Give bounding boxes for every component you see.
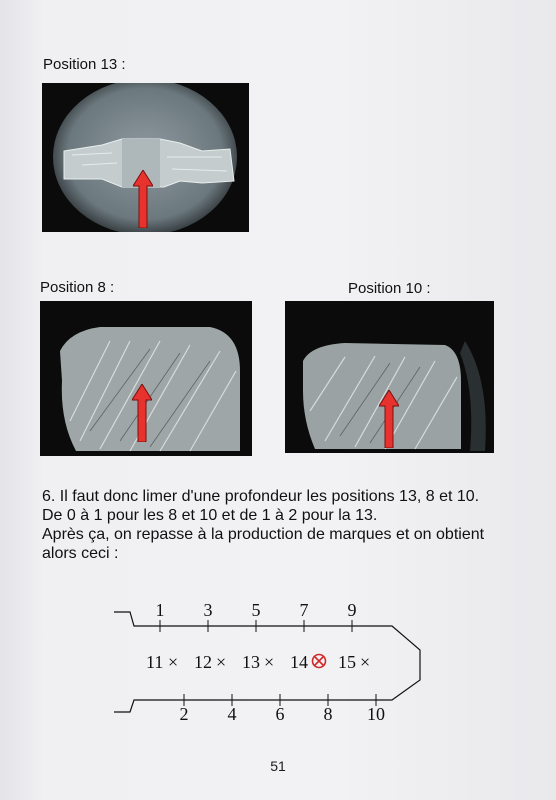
cross-mark: × [168,652,179,672]
bottom-tick-label: 2 [179,704,189,724]
caption-position-10: Position 10 : [348,280,431,297]
caption-position-13: Position 13 : [43,56,126,73]
top-tick-label: 7 [299,600,309,620]
mark-label: 12 [194,652,212,672]
bottom-tick-label: 4 [227,704,237,724]
instruction-line-1: 6. Il faut donc limer d'une profondeur les positions 13, 8 et 10. [42,488,480,505]
instruction-line-2: De 0 à 1 pour les 8 et 10 et de 1 à 2 pour la 13. [42,507,378,524]
red-arrow-icon [133,170,153,228]
top-tick-label: 3 [203,600,213,620]
caption-position-8: Position 8 : [40,279,115,296]
mark-label: 15 [338,652,356,672]
mark-label: 11 [146,652,164,672]
bottom-tick-label: 10 [367,704,385,724]
mark-label: 13 [242,652,260,672]
page-number: 51 [270,758,286,774]
key-diagram-svg [112,596,432,726]
top-tick-label: 1 [155,600,165,620]
red-arrow-icon [379,390,399,448]
instruction-text [42,487,512,563]
top-tick-label: 9 [347,600,357,620]
instruction-line-3: Après ça, on repasse à la production de marques et on obtient alors ceci : [42,526,485,562]
key-diagram [112,596,432,726]
cross-mark: × [216,652,227,672]
bottom-tick-label: 6 [275,704,285,724]
bottom-tick-label: 8 [323,704,333,724]
cross-mark: × [360,652,371,672]
red-arrow-icon [132,384,152,442]
top-tick-label: 5 [251,600,261,620]
mark-label: 14 [290,652,308,672]
cross-mark: × [264,652,275,672]
